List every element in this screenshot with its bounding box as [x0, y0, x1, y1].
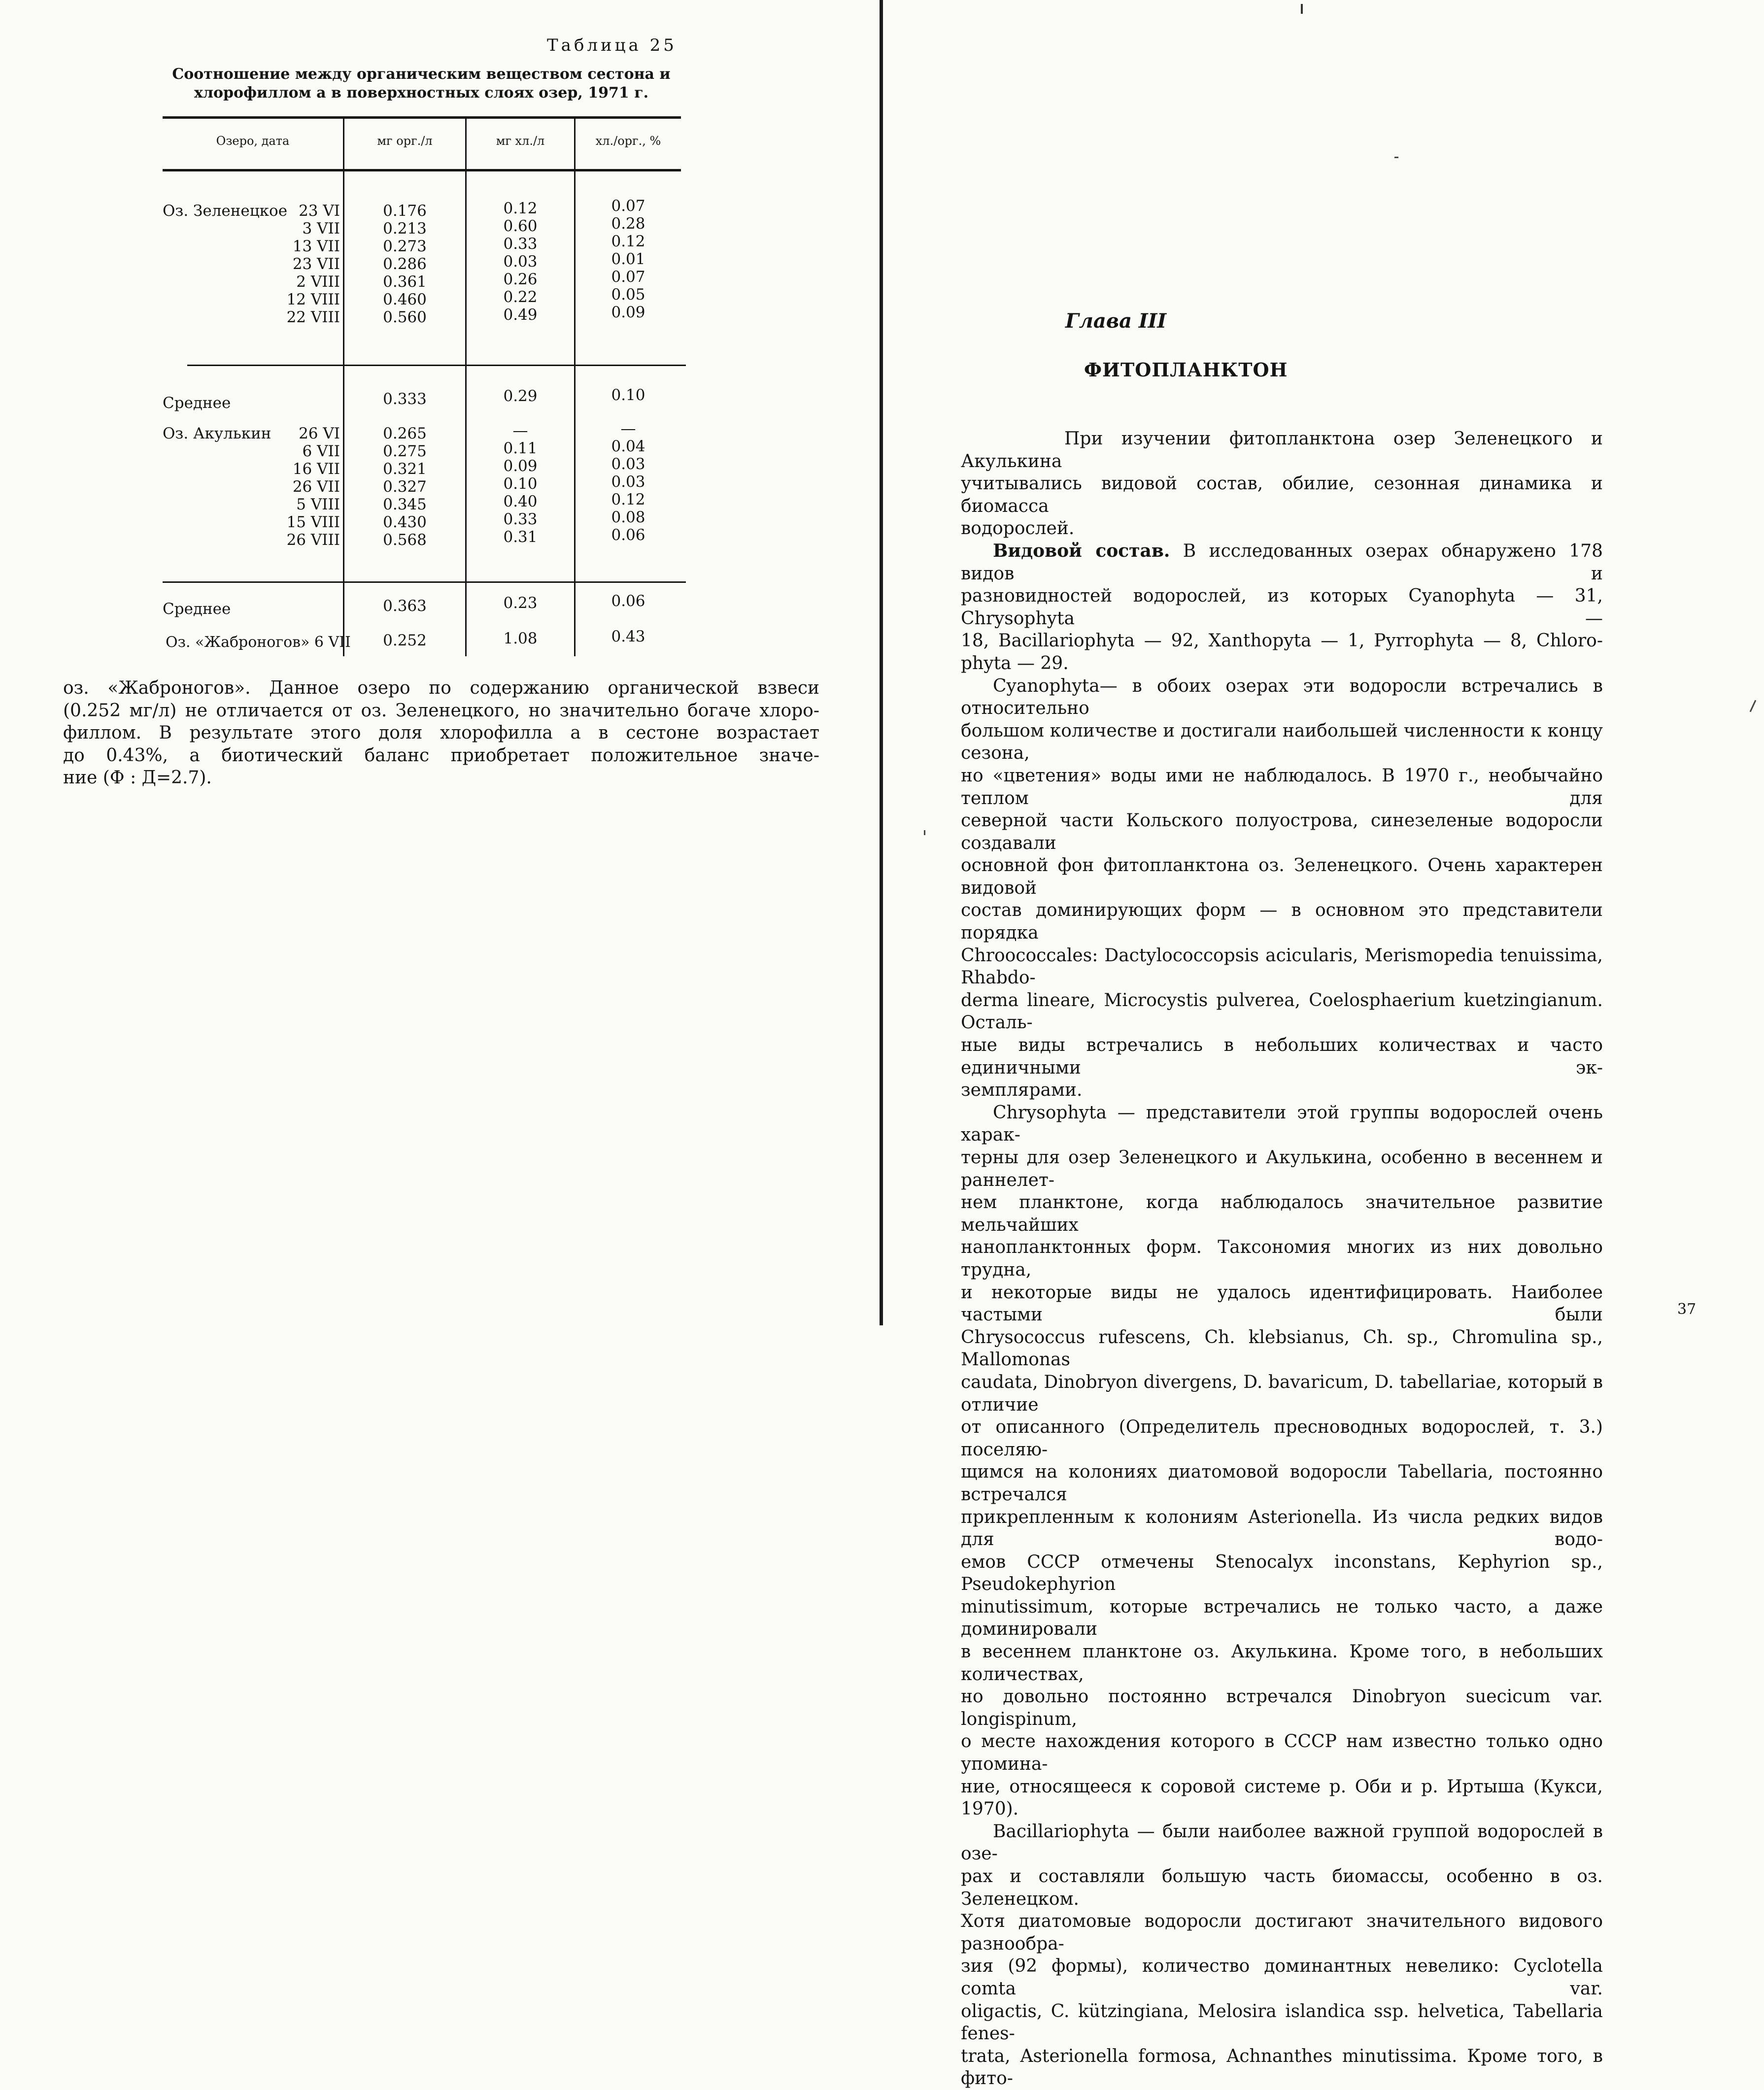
mean-cell: 0.29	[503, 387, 538, 405]
text-line: нанопланктонных форм. Таксономия многих из них довольно трудна,	[961, 1237, 1603, 1280]
org-cell: 0.560	[383, 308, 427, 326]
text-line: емов СССР отмечены Stenocalyx inconstans, Kephyrion sp., Pseudokephyrion	[961, 1551, 1603, 1595]
org-cell: 0.361	[383, 273, 427, 291]
text-line: прикрепленным к колониям Asterionella. Из числа редких видов для водо-	[961, 1507, 1603, 1550]
table-caption-line: Соотношение между органическим веществом сестона и	[172, 66, 671, 83]
date-cell: 3 VII	[302, 220, 340, 237]
text-line: но довольно постоянно встречался Dinobryon suecicum var. longispinum,	[961, 1686, 1603, 1729]
ratio-cell: 0.01	[611, 250, 645, 268]
org-cell: 0.176	[383, 202, 427, 220]
ratio-cell: 0.05	[611, 286, 645, 303]
chl-cell: 0.09	[503, 457, 538, 475]
org-cell: 0.321	[383, 460, 427, 478]
page-number: 37	[1677, 1301, 1696, 1318]
left-paragraph	[63, 677, 819, 789]
mean-cell: 0.06	[611, 592, 645, 610]
text-line: derma lineare, Microcystis pulverea, Coelosphaerium kuetzingianum. Осталь-	[961, 990, 1603, 1033]
org-cell: 0.345	[383, 496, 427, 513]
right-page	[887, 0, 1764, 2089]
chl-cell: 0.03	[503, 253, 538, 270]
text-line: oligactis, C. kützingiana, Melosira islandica ssp. helvetica, Tabellaria fenes-	[961, 2001, 1603, 2044]
ratio-cell: 0.08	[611, 508, 645, 526]
text-line: При изучении фитопланктона озер Зеленецкого и Акулькина	[961, 429, 1603, 472]
text-line: ние, относящееся к соровой системе р. Оби и р. Иртыша (Кукси, 1970).	[961, 1776, 1603, 1820]
text-line: minutissimum, которые встречались не только часто, а даже доминировали	[961, 1596, 1603, 1640]
ratio-cell: 0.03	[611, 473, 645, 491]
column-header: Озеро, дата	[216, 134, 290, 148]
text-line: зия (92 формы), количество доминантных невелико: Cyclotella comta var.	[961, 1956, 1603, 1999]
mean-cell: 0.10	[611, 386, 645, 404]
text-line: водорослей.	[961, 518, 1075, 539]
text-line: терны для озер Зеленецкого и Акулькина, особенно в весеннем и раннелет-	[961, 1147, 1603, 1190]
table-col-rule	[343, 118, 344, 656]
mean-cell: 0.363	[383, 597, 427, 615]
text-span: В исследованных озерах обнаружено 178 видов и	[961, 540, 1603, 584]
table-caption	[163, 65, 680, 102]
table-rule	[187, 365, 686, 366]
chl-cell: 0.10	[503, 475, 538, 493]
text-line: северной части Кольского полуострова, синезеленые водоросли создавали	[961, 810, 1603, 853]
org-cell: 0.273	[383, 237, 427, 255]
text-line: Chrysococcus rufescens, Ch. klebsianus, Ch. sp., Chromulina sp., Mallomonas	[961, 1327, 1603, 1370]
date-cell: 23 VII	[292, 255, 340, 273]
text-line: caudata, Dinobryon divergens, D. bavaricum, D. tabellariae, который в отличие	[961, 1372, 1603, 1415]
org-cell: 0.327	[383, 478, 427, 496]
text-line: Хотя диатомовые водоросли достигают значительного видового разнообра-	[961, 1911, 1603, 1954]
lake-name: Оз. «Жаброногов» 6 VII	[166, 634, 351, 651]
text-line	[961, 540, 1603, 585]
text-line: trata, Asterionella formosa, Achnanthes minutissima. Кроме того, в фито-	[961, 2046, 1603, 2089]
date-cell: 23 VI	[299, 202, 340, 220]
ratio-cell: 0.09	[611, 303, 645, 321]
ratio-cell: 0.04	[611, 438, 645, 455]
text-line: в весеннем планктоне оз. Акулькина. Кроме того, в небольших количествах,	[961, 1642, 1603, 1685]
org-cell: 0.275	[383, 442, 427, 460]
chl-cell: 0.60	[503, 217, 538, 235]
text-line: состав доминирующих форм — в основном это представители порядка	[961, 900, 1603, 944]
org-cell: 0.213	[383, 220, 427, 237]
text-line: большом количестве и достигали наибольшей численности к концу сезона,	[961, 720, 1603, 764]
org-cell: 0.252	[383, 632, 427, 649]
ratio-cell: 0.03	[611, 455, 645, 473]
chl-cell: 0.26	[503, 270, 538, 288]
chl-cell: 1.08	[503, 630, 538, 647]
text-line: Cyanophyta— в обоих озерах эти водоросли встречались в относительно	[961, 675, 1603, 719]
org-cell: 0.568	[383, 531, 427, 549]
table-header-rule	[163, 169, 681, 171]
chl-cell: 0.33	[503, 510, 538, 528]
ratio-cell: 0.12	[611, 491, 645, 508]
ratio-cell: 0.06	[611, 526, 645, 544]
date-cell: 13 VII	[292, 237, 340, 255]
table-top-rule	[163, 116, 681, 119]
section-heading: Видовой состав.	[993, 540, 1170, 561]
ratio-cell: 0.07	[611, 197, 645, 215]
date-cell: 26 VI	[299, 425, 340, 442]
text-line: Chroococcales: Dactylococcopsis acicularis, Merismopedia tenuissima, Rhabdo-	[961, 945, 1603, 988]
mean-cell: 0.333	[383, 390, 427, 408]
text-line: 18, Bacillariophyta — 92, Xanthopyta — 1, Pyrrophyta — 8, Chloro-	[961, 631, 1603, 651]
text-line: нем планктоне, когда наблюдалось значительное развитие мельчайших	[961, 1192, 1603, 1235]
text-line: Bacillariophyta — были наиболее важной группой водорослей в озе-	[961, 1821, 1603, 1864]
ratio-cell: 0.43	[611, 628, 645, 645]
lake-name: Оз. Зеленецкое	[163, 202, 288, 220]
text-line: оз. «Жаброногов». Данное озеро по содержанию органической взвеси	[63, 678, 819, 698]
text-line: от описанного (Определитель пресноводных водорослей, т. 3.) поселяю-	[961, 1417, 1603, 1460]
date-cell: 5 VIII	[296, 496, 340, 513]
column-header: хл./орг., %	[595, 134, 661, 148]
chl-cell: 0.49	[503, 306, 538, 324]
text-line: о месте нахождения которого в СССР нам известно только одно упомина-	[961, 1731, 1603, 1775]
date-cell: 12 VIII	[286, 291, 340, 308]
chl-cell: 0.31	[503, 528, 538, 546]
lake-name: Оз. Акулькин	[163, 425, 271, 442]
chl-cell: 0.11	[503, 439, 538, 457]
text-line: phyta — 29.	[961, 653, 1069, 674]
text-line: Chrysophyta — представители этой группы водорослей очень харак-	[961, 1102, 1603, 1146]
ratio-cell: 0.12	[611, 233, 645, 250]
text-line: земплярами.	[961, 1080, 1083, 1101]
text-line: филлом. В результате этого доля хлорофилла a в сестоне возрастает	[63, 723, 819, 743]
column-header: мг орг./л	[377, 134, 433, 148]
date-cell: 26 VIII	[286, 531, 340, 549]
book-spine	[880, 0, 883, 1325]
table-number: Таблица 25	[547, 35, 677, 55]
text-line: ные виды встречались в небольших количествах и часто единичными эк-	[961, 1035, 1603, 1078]
text-line: рах и составляли большую часть биомассы, особенно в оз. Зеленецком.	[961, 1866, 1603, 1909]
chl-cell: 0.40	[503, 493, 538, 510]
text-line: основной фон фитопланктона оз. Зеленецкого. Очень характерен видовой	[961, 855, 1603, 898]
text-line: учитывались видовой состав, обилие, сезонная динамика и биомасса	[961, 473, 1603, 516]
ratio-cell: —	[620, 420, 636, 438]
date-cell: 16 VII	[292, 460, 340, 478]
date-cell: 15 VIII	[286, 513, 340, 531]
text-line: и некоторые виды не удалось идентифицировать. Наиболее частыми были	[961, 1282, 1603, 1325]
chl-cell: 0.12	[503, 200, 538, 217]
mean-label: Среднее	[163, 600, 231, 618]
column-header: мг хл./л	[496, 134, 545, 148]
text-line: (0.252 мг/л) не отличается от оз. Зеленецкого, но значительно богаче хлоро-	[63, 700, 819, 721]
org-cell: 0.430	[383, 513, 427, 531]
text-line: разновидностей водорослей, из которых Cyanophyta — 31, Chrysophyta —	[961, 586, 1603, 629]
date-cell: 6 VII	[302, 442, 340, 460]
left-page	[0, 0, 872, 1325]
mean-label: Среднее	[163, 394, 231, 412]
chl-cell: 0.22	[503, 288, 538, 306]
org-cell: 0.286	[383, 255, 427, 273]
table-rule	[163, 581, 686, 583]
ratio-cell: 0.28	[611, 215, 645, 233]
text-line: щимся на колониях диатомовой водоросли Tabellaria, постоянно встречался	[961, 1462, 1603, 1505]
chl-cell: 0.33	[503, 235, 538, 253]
date-cell: 26 VII	[292, 478, 340, 496]
chl-cell: —	[512, 422, 528, 439]
org-cell: 0.460	[383, 291, 427, 308]
org-cell: 0.265	[383, 425, 427, 442]
chapter-label: Глава III	[1065, 309, 1167, 333]
mean-cell: 0.23	[503, 594, 538, 612]
text-line: ние (Ф : Д=2.7).	[63, 768, 212, 788]
text-block	[961, 428, 1603, 2090]
text-line: до 0.43%, а биотический баланс приобретает положительное значе-	[63, 745, 819, 766]
ratio-cell: 0.07	[611, 268, 645, 286]
date-cell: 22 VIII	[286, 308, 340, 326]
table-caption-line: хлорофиллом a в поверхностных слоях озер, 1971 г.	[194, 84, 649, 101]
date-cell: 2 VIII	[296, 273, 340, 291]
text-line: но «цветения» воды ими не наблюдалось. В 1970 г., необычайно теплом для	[961, 765, 1603, 809]
chapter-title: ФИТОПЛАНКТОН	[1084, 359, 1288, 381]
